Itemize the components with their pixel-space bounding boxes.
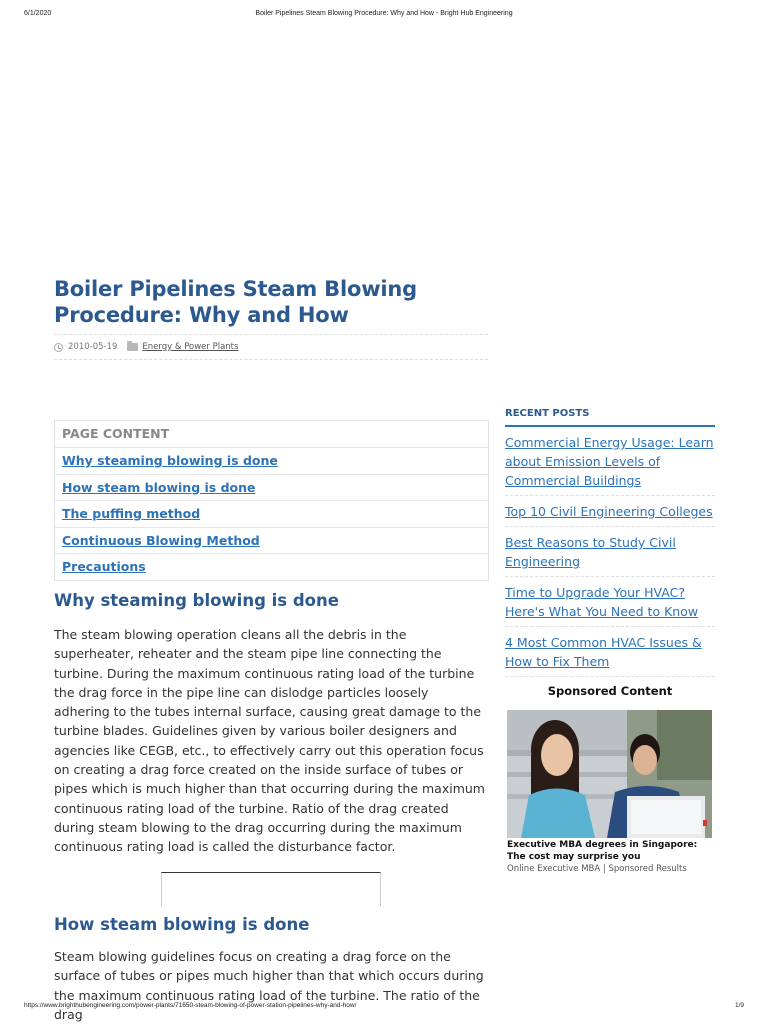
recent-post-link[interactable]: Best Reasons to Study Civil Engineering <box>505 527 715 577</box>
section-heading-why: Why steaming blowing is done <box>54 591 339 610</box>
print-date: 6/1/2020 <box>24 10 52 17</box>
toc-link-puffing-method[interactable]: The puffing method <box>55 500 488 527</box>
article-meta <box>54 334 488 360</box>
page-content-toc <box>54 420 489 581</box>
toc-heading: PAGE CONTENT <box>62 426 170 441</box>
recent-posts <box>505 408 715 677</box>
recent-post-link[interactable]: 4 Most Common HVAC Issues & How to Fix Them <box>505 627 715 677</box>
category-link[interactable]: Energy & Power Plants <box>142 342 239 352</box>
section-body-why: The steam blowing operation cleans all the debris in the superheater, reheater and the steam pipe line connecting the turbine. During the maximum continuous rating load of the turbine the drag force in the pipe line can dislodge particles loosely adhering to the tubes internal surface, causing great damage to the turbine blades. Guidelines given by various boiler designers and agencies like CEGB, etc., to effectively carry out this operation focus on creating a drag force created on the inside surface of tubes or pipes which is much higher than that occurring during the maximum continuous rating load of the turbine. Ratio of the drag created during steam blowing to the drag occurring during the maximum continuous rating load is called the disturbance factor. <box>54 627 485 855</box>
folder-icon <box>127 343 138 351</box>
sponsored-ad-image[interactable] <box>507 710 712 838</box>
recent-post-link[interactable]: Commercial Energy Usage: Learn about Emission Levels of Commercial Buildings <box>505 427 715 496</box>
article-header <box>54 276 488 360</box>
students-photo <box>507 710 712 838</box>
print-page-title: Boiler Pipelines Steam Blowing Procedure: Why and How - Bright Hub Engineering <box>255 10 513 17</box>
toc-link-how-steam-blowing[interactable]: How steam blowing is done <box>55 474 488 501</box>
sponsored-content-heading: Sponsored Content <box>547 684 673 698</box>
embedded-content-frame <box>161 872 381 906</box>
print-footer <box>0 1002 768 1014</box>
clock-icon <box>54 343 63 352</box>
toc-link-continuous-blowing[interactable]: Continuous Blowing Method <box>55 527 488 554</box>
section-heading-how: How steam blowing is done <box>54 915 310 934</box>
sponsored-ad-title[interactable]: Executive MBA degrees in Singapore: The cost may surprise you <box>507 840 698 862</box>
article-date: 2010-05-19 <box>68 342 118 352</box>
toc-link-precautions[interactable]: Precautions <box>55 553 488 580</box>
recent-post-link[interactable]: Top 10 Civil Engineering Colleges <box>505 496 715 527</box>
section-body-how: Steam blowing guidelines focus on creating a drag force on the surface of tubes or pipes much higher than that which occurs during the maximum continuous rating load of the turbine. The ratio of the drag <box>54 949 484 1022</box>
article-title: Boiler Pipelines Steam Blowing Procedure: Why and How <box>54 277 417 327</box>
print-page-number: 1/9 <box>734 1002 744 1009</box>
print-header <box>0 10 768 22</box>
recent-posts-heading: RECENT POSTS <box>505 408 715 427</box>
sponsored-ad-source: Online Executive MBA | Sponsored Results <box>507 864 687 874</box>
print-url: https://www.brighthubengineering.com/power-plants/71650-steam-blowing-of-power-station-pipelines-why-and-how/ <box>24 1002 357 1009</box>
recent-post-link[interactable]: Time to Upgrade Your HVAC? Here's What You Need to Know <box>505 577 715 627</box>
toc-link-why-steam-blowing[interactable]: Why steaming blowing is done <box>55 447 488 474</box>
